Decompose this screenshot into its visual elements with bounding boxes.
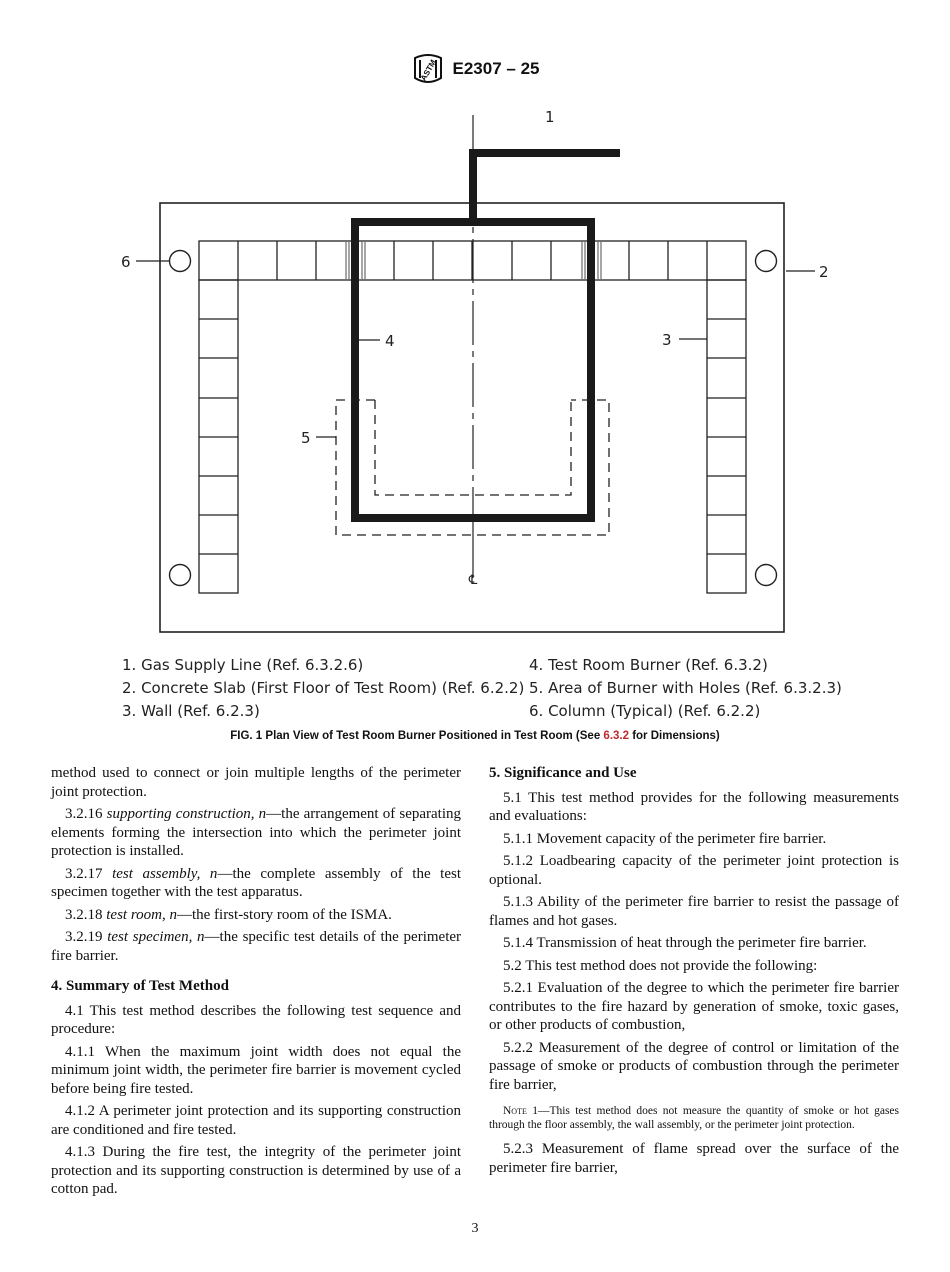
clause-4-1-3: 4.1.3 During the fire test, the integrity of the perimeter joint protection and its supporting construction is determined by use of a cotton pad. (51, 1144, 461, 1197)
column-bottom-right (756, 565, 777, 586)
caption-text: FIG. 1 Plan View of Test Room Burner Positioned in Test Room (See (230, 730, 604, 742)
section-heading-4: 4. Summary of Test Method (51, 978, 229, 994)
note-1: Note 1—This test method does not measure the quantity of smoke or hot gases through the floor assembly, the wall assembly, or the perimeter joint protection. (489, 1105, 900, 1131)
right-text-column (489, 764, 899, 1181)
column-top-left (170, 251, 191, 272)
centerline-symbol: ℄ (468, 573, 478, 588)
definition-3-2-19: 3.2.19 test specimen, n—the specific test details of the perimeter fire barrier. (51, 929, 462, 964)
figure-caption (0, 730, 950, 742)
left-wall-blocks (199, 280, 238, 593)
legend-item: 5. Area of Burner with Holes (Ref. 6.3.2.3) (529, 679, 842, 697)
standard-designation: E2307 – 25 (452, 59, 540, 78)
clause-5-1-2: 5.1.2 Loadbearing capacity of the perimeter joint protection is optional. (489, 853, 899, 888)
clause-4-1: 4.1 This test method describes the following test sequence and procedure: (51, 1002, 461, 1037)
definition-3-2-18: 3.2.18 test room, n—the first-story room of the ISMA. (65, 906, 392, 923)
callout-1: 1 (545, 108, 555, 126)
clause-4-1-2: 4.1.2 A perimeter joint protection and its supporting construction are conditioned and fire tested. (51, 1103, 461, 1138)
legend-item: 1. Gas Supply Line (Ref. 6.3.2.6) (122, 656, 364, 674)
paragraph: method used to connect or join multiple lengths of the perimeter joint protection. (51, 765, 461, 800)
logo-text: ASTM (418, 58, 438, 83)
caption-section-link[interactable]: 6.3.2 (603, 730, 629, 742)
column-bottom-left (170, 565, 191, 586)
clause-5-1-4: 5.1.4 Transmission of heat through the perimeter fire barrier. (503, 935, 867, 951)
legend-item: 2. Concrete Slab (First Floor of Test Room) (Ref. 6.2.2) (122, 679, 525, 697)
clause-5-2-1: 5.2.1 Evaluation of the degree to which the perimeter fire barrier contributes to the fire hazard by generation of smoke, toxic gases, or other products of combustion, (489, 980, 899, 1033)
column-top-right (756, 251, 777, 272)
page-number: 3 (471, 1221, 479, 1236)
callout-4: 4 (385, 332, 395, 350)
legend-item: 3. Wall (Ref. 6.2.3) (122, 702, 260, 720)
definition-3-2-16: 3.2.16 supporting construction, n—the arrangement of separating elements forming the intersection into which the perimeter joint protection is installed. (51, 806, 461, 859)
callout-5: 5 (301, 429, 311, 447)
clause-5-1: 5.1 This test method provides for the following measurements and evaluations: (489, 789, 899, 824)
legend-item: 4. Test Room Burner (Ref. 6.3.2) (529, 656, 768, 674)
clause-5-2-3: 5.2.3 Measurement of flame spread over the surface of the perimeter fire barrier, (489, 1141, 899, 1176)
clause-5-2: 5.2 This test method does not provide the following: (503, 957, 818, 974)
figure-legend (122, 654, 882, 723)
clause-4-1-1: 4.1.1 When the maximum joint width does not equal the minimum joint width, the perimeter fire barrier is movement cycled before being fire tested. (51, 1043, 461, 1097)
section-heading-5: 5. Significance and Use (489, 765, 637, 781)
top-wall-blocks (199, 241, 746, 280)
caption-text-end: for Dimensions) (629, 730, 720, 742)
callout-3: 3 (662, 331, 672, 349)
legend-item: 6. Column (Typical) (Ref. 6.2.2) (529, 702, 761, 720)
gas-supply-line (473, 153, 620, 222)
definition-3-2-17: 3.2.17 test assembly, n—the complete assembly of the test specimen together with the test apparatus. (51, 865, 462, 900)
callout-2: 2 (819, 263, 829, 281)
callout-6: 6 (121, 253, 131, 271)
clause-5-2-2: 5.2.2 Measurement of the degree of control or limitation of the passage of smoke or products of combustion through the perimeter fire barrier, (489, 1039, 899, 1093)
clause-5-1-1: 5.1.1 Movement capacity of the perimeter fire barrier. (503, 830, 827, 847)
left-text-column (51, 764, 461, 1203)
clause-5-1-3: 5.1.3 Ability of the perimeter fire barrier to resist the passage of flames and hot gases. (489, 894, 899, 929)
right-wall-blocks (707, 280, 746, 593)
